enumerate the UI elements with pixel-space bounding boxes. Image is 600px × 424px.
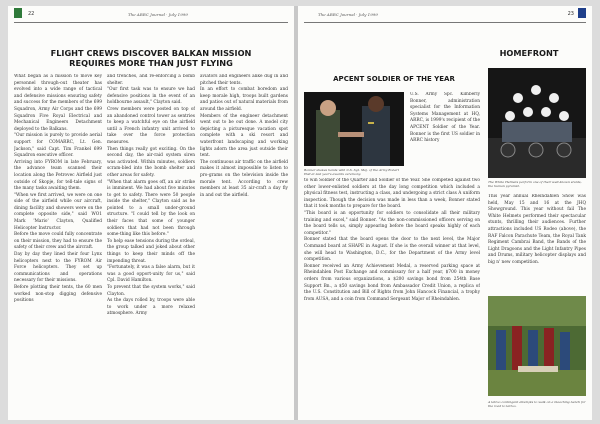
paragraph: Crew members were posted on top of an abandoned control tower as sentries to keep a watchful eye on the airfield until a French infantry unit arrived to take over the force protection measures. (107, 106, 195, 145)
paragraph: "Our mission is purely to provide aerial support for COMARRC, Lt. Gen. Jackson," said Capt. Tim Frankel 699 Squadron executive officer. (14, 133, 102, 159)
left-page (8, 6, 294, 420)
white-helmets-photo (488, 68, 586, 178)
paragraph: "Fortunately, it was a false alarm, but it was a good opport-unity for us," said Cpl. David Hamilton. (107, 265, 195, 284)
paragraph: aviators and engineers alike dug in and pitched their tents. (200, 74, 288, 86)
paragraph: "When we first arrived, we were on one side of the airfield while our aircraft, dining facility and showers were on the complete opposite side," said WO1 Mark 'Mario' Clayton, Qualified Helicopter Instructor. (14, 192, 102, 231)
right-running-head: The ARRC Journal · July 1999 (318, 12, 378, 17)
title-line-1: FLIGHT CREWS DISCOVER BALKAN MISSION (50, 48, 252, 58)
right-page (298, 6, 592, 420)
paragraph: As the days rolled by, troops were able to work under a more relaxed atmosphere. Army (107, 298, 195, 317)
paragraph: Before the move could fully concentrate on their mission, they had to ensure the safety of their crew and the aircraft. (14, 232, 102, 251)
left-crest-icon (14, 8, 22, 18)
paragraph: Before plotting their tents, the 60 men worked non-stop digging defensive positions (14, 285, 102, 304)
left-col-1 (14, 74, 102, 420)
white-helmets-photo-art (488, 68, 586, 178)
right-col-side (488, 194, 586, 290)
paragraph: This year annual Rheindahlen Show was held, May 15 and 16 at the JHQ Showground. This year without fail The White Helmets performed their spectacular stunts, thrilling their audiences. Further attractions included US Rodeo (above), the RAF Falcon Parachute Team, the Royal Tank Regiment Cambrai Band, the Bands of the Light Dragoons and the Light Infantry Pipes and Drums, military helicopter displays and big n' new competition. (488, 194, 586, 265)
paragraph: To prevent that the system works," said Clayton. (107, 285, 195, 297)
left-page-number: 22 (28, 11, 35, 17)
left-running-head: The ARRC Journal · July 1999 (128, 12, 188, 17)
award-photo-art (304, 92, 404, 166)
right-page-number: 23 (567, 11, 574, 17)
tattoo-photo (488, 296, 586, 396)
paragraph: What began as a mission to move key personnel through-out theater has evolved into a wide range of tactical and defensive missions ensuring safety and success for the members of the 699 Squadron, Army Air Corps and the 699 Squadron Five Royal Electrical and Mechanical Engineers Detachment deployed to the Balkans. (14, 74, 102, 132)
title-line-2: REQUIRES MORE THAN JUST FLYING (69, 58, 233, 68)
left-header-rule (14, 22, 288, 23)
paragraph: "When that alarm goes off, an air strike is imminent. We had about five minutes to get to safety. There were 50 people inside the shelter," Clayton said as he pointed to a small under-ground structure. "I could tell by the look on their faces that some of younger soldiers that had not been through some-thing like this before." (107, 179, 195, 238)
right-crest-icon (578, 8, 586, 18)
white-helmets-caption: The White Helmets perform one of their well-known stunts, the human pyramid. (488, 180, 582, 188)
left-article-title (8, 48, 294, 68)
paragraph: U.S. Army Spc. Kimberly Bonner, administration specialist for the Information Systems Management at HQ, ARRC, is 1999's recipient of the APCENT Soldier of the Year. Bonner is the first US soldier in ARRC history (410, 92, 480, 144)
paragraph: Arriving into FYROM in late February, the advance team scanned their location along the Petrovec Airfield just outside of Skopje, for tell-tale signs of the many tasks awaiting them. (14, 159, 102, 192)
paragraph: "Our first task was to ensure we had defensive positions in the event of an holdbourne assault," Clayton said. (107, 87, 195, 106)
tattoo-photo-caption: A tattoo contingent attempts to walk on a bleaching bench for the road to tattoo. (488, 400, 586, 408)
paragraph: Members of the engineer detachment went out to be out done. A model city depicting a picturesque vacation spot complete with a ski resort and waterfront landscaping and working lights adorn the area just outside their tent. (200, 113, 288, 159)
section-title: HOMEFRONT (499, 48, 559, 58)
article-title: APCENT SOLDIER OF THE YEAR (333, 75, 455, 83)
paragraph: Bonner stated that the board opens the door to the next level, the Major Command board at SHAPE in August. If she is the overall winner at that level, she will head to Washington, D.C., for the Department of the Army level competition. (304, 237, 480, 263)
left-col-3 (200, 74, 288, 234)
paragraph: and trenches, and re-enforcing a bomb shelter. (107, 74, 195, 86)
tattoo-photo-art (488, 296, 586, 396)
paragraph: Day by day they lined their four Lynx helicopters next to the FYROM Air Force helicopters. They set up communications and operations necessary for their missions. (14, 252, 102, 284)
paragraph: Then things really got exciting. On the second day, the air-raid system siren was activated. Within minutes, soldiers scram-bled into the bomb shelter and other areas for safety. (107, 146, 195, 178)
award-photo-caption: Bonner shakes hands with U.S. Sgt. Maj. of the Army Robert Hall at last year's awards ceremony. (304, 168, 400, 176)
award-photo (304, 92, 404, 166)
right-header-rule (304, 22, 586, 23)
paragraph: To help ease tensions during the ordeal, the group talked and joked about other things to keep their minds off the impending threat. (107, 238, 195, 264)
paragraph: Bonner received an Army Achievement Medal, a reserved parking space at Rheindahlen Post Exchange and commissary for a half year, $700 in money orders from various organizations, a $200 savings bond from 254th Base Support Bn., a $50 savings bond from Ambassador Credit Union, a replica of the U.S. Constitution and Bill of Rights from John Hancock Financial, a trophy from AUSA, and a coin from Command Sergeant Major of Rheindahlen. (304, 263, 480, 302)
paragraph: "This board is an opportunity for soldiers to consolidate all their military training and excel," said Bonner. "As the non-commissioned officers serving on the board tells us, simply appearing before the board speaks highly of each competitor." (304, 210, 480, 236)
right-col-main (304, 178, 480, 420)
paragraph: to win Soldier of the Quarter and Soldier of the Year. She competed against two other lower-enlisted soldiers at the day long competition which included a physical fitness test, instructing a class, and undergoing a strict class A uniform inspection. Though the decision was made in less than a week, Bonner stated that it took months to prepare for the board. (304, 178, 480, 210)
right-col-top (410, 92, 480, 176)
left-col-2 (107, 74, 195, 420)
paragraph: The continuous air traffic on the airfield makes it almost impossible to listen to pro-grams on the television inside the morale tent. According to crew members at least 35 air-craft a day fly in and out the airfield. (200, 159, 288, 198)
paragraph: In an effort to combat boredom and keep morale high, troops built gardens and patios out of natural materials from around the airfield. (200, 87, 288, 112)
